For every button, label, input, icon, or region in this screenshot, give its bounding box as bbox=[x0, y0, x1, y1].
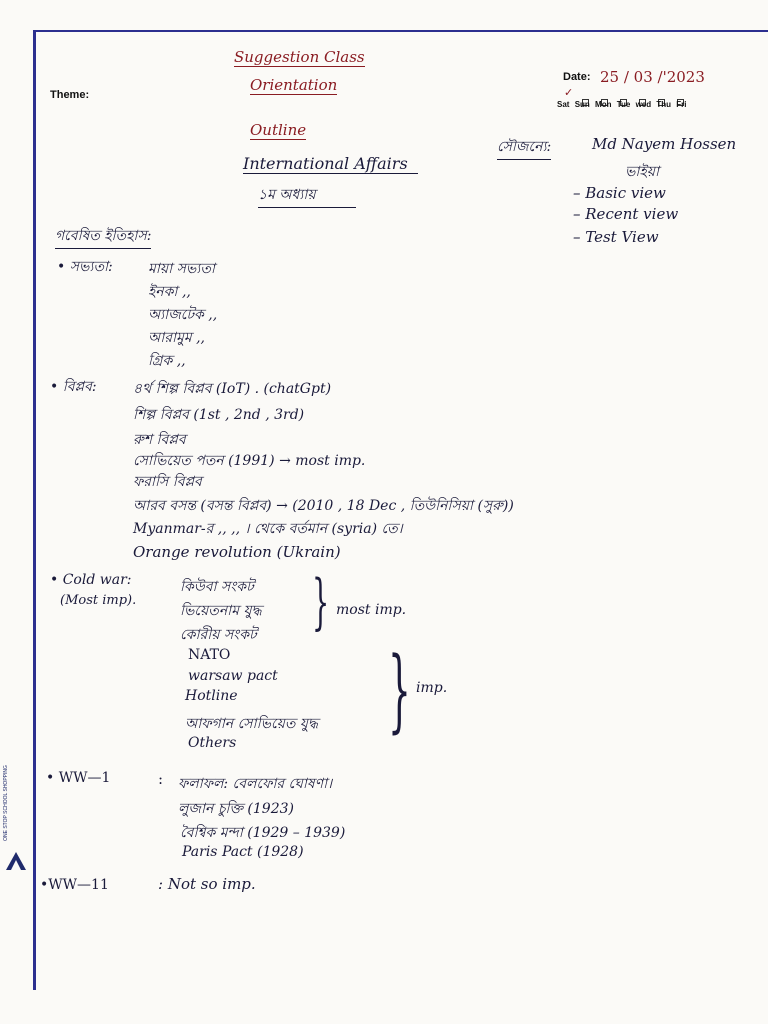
brand-watermark bbox=[2, 760, 30, 880]
ww1-label: • WW—1 bbox=[46, 770, 111, 786]
revolution-line: ফরাসি বিপ্লব bbox=[133, 474, 202, 490]
page-top-rule bbox=[33, 30, 768, 32]
cold-war-item: আফগান সোভিয়েত যুদ্ধ bbox=[185, 716, 319, 732]
cold-war-item: Hotline bbox=[185, 688, 238, 704]
page-margin-rule bbox=[33, 30, 36, 990]
cold-war-item: কোরীয় সংকট bbox=[180, 627, 257, 643]
civilization-item: ইনকা ,, bbox=[148, 284, 191, 300]
ww2-label: •WW—11 bbox=[40, 877, 109, 893]
revolution-label: • বিপ্লব: bbox=[50, 379, 97, 395]
civilization-item: গ্রিক ,, bbox=[148, 353, 186, 369]
day-fri: Fri bbox=[676, 100, 687, 109]
cold-war-item: warsaw pact bbox=[188, 668, 278, 684]
day-wed: wed bbox=[635, 100, 652, 109]
ww1-line: বৈশ্বিক মন্দা (1929 – 1939) bbox=[180, 825, 346, 841]
civilization-item: আরামুম ,, bbox=[148, 330, 205, 346]
day-sun: Sun bbox=[574, 100, 590, 109]
revolution-line: আরব বসন্ত (বসন্ত বিপ্লব) → (2010 , 18 Dec , তিউনিসিয়া (সুরু)) bbox=[133, 498, 514, 514]
cold-war-item: Others bbox=[188, 735, 237, 751]
civilization-item: মায়া সভ্যতা bbox=[148, 261, 215, 277]
revolution-line: Myanmar-র ,, ,, । থেকে বর্তমান (syria) তে। bbox=[133, 521, 403, 537]
theme-label: Theme: bbox=[50, 89, 90, 101]
brace-most-imp: } bbox=[312, 567, 330, 637]
ww1-colon: : bbox=[158, 770, 164, 788]
day-thu: Thu bbox=[656, 100, 672, 109]
courtesy-name: Md Nayem Hossen bbox=[592, 135, 737, 153]
civilization-item: অ্যাজটেক ,, bbox=[148, 307, 218, 323]
cold-war-note-imp: imp. bbox=[416, 680, 448, 696]
weekday-row bbox=[557, 100, 690, 109]
cold-war-sublabel: (Most imp). bbox=[60, 593, 137, 608]
cold-war-item: NATO bbox=[188, 647, 231, 663]
subject-title: International Affairs bbox=[243, 154, 418, 174]
courtesy-title: ভাইয়া bbox=[625, 164, 660, 180]
outline-label: Outline bbox=[250, 121, 307, 139]
revolution-line: রুশ বিপ্লব bbox=[133, 432, 186, 448]
revolution-line: Orange revolution (Ukrain) bbox=[133, 543, 341, 561]
date-label: Date: bbox=[563, 71, 591, 83]
ww1-line: ফলাফল: বেলফোর ঘোষণা। bbox=[178, 776, 333, 792]
check-mark: ✓ bbox=[564, 86, 574, 99]
date-value: 25 / 03 /'2023 bbox=[600, 68, 705, 86]
source-item-recent: – Recent view bbox=[573, 205, 679, 223]
revolution-line: শিল্প বিপ্লব (1st , 2nd , 3rd) bbox=[133, 407, 305, 423]
chapter-title: ১ম অধ্যায় bbox=[258, 183, 356, 208]
day-tue: Tue bbox=[616, 100, 631, 109]
civilization-label: • সভ্যতা: bbox=[57, 259, 113, 275]
ww2-text: : Not so imp. bbox=[158, 875, 256, 893]
revolution-line: ৪র্থ শিল্প বিপ্লব (IoT) . (chatGpt) bbox=[133, 381, 332, 397]
courtesy-label: সৌজন্যে: bbox=[497, 135, 551, 160]
day-sat: Sat bbox=[557, 100, 570, 109]
cold-war-item: ভিয়েতনাম যুদ্ধ bbox=[180, 603, 262, 619]
cold-war-label: • Cold war: bbox=[50, 572, 132, 588]
ww1-line: লুজান চুক্তি (1923) bbox=[178, 801, 294, 817]
title-line-2: Orientation bbox=[250, 76, 338, 94]
source-item-basic: – Basic view bbox=[573, 184, 666, 202]
source-item-test: – Test View bbox=[573, 228, 659, 246]
brand-tagline: ONE STOP SCHOOL SHOPPING bbox=[2, 765, 9, 841]
history-heading: গবেষিত ইতিহাস: bbox=[55, 224, 151, 249]
ww1-line: Paris Pact (1928) bbox=[182, 844, 304, 860]
day-mon: Mon bbox=[595, 100, 612, 109]
title-line-1: Suggestion Class bbox=[234, 48, 365, 66]
revolution-line: সোভিয়েত পতন (1991) → most imp. bbox=[133, 453, 366, 469]
cold-war-item: কিউবা সংকট bbox=[180, 579, 254, 595]
brace-imp: } bbox=[388, 638, 411, 743]
cold-war-note-most-imp: most imp. bbox=[336, 602, 407, 618]
